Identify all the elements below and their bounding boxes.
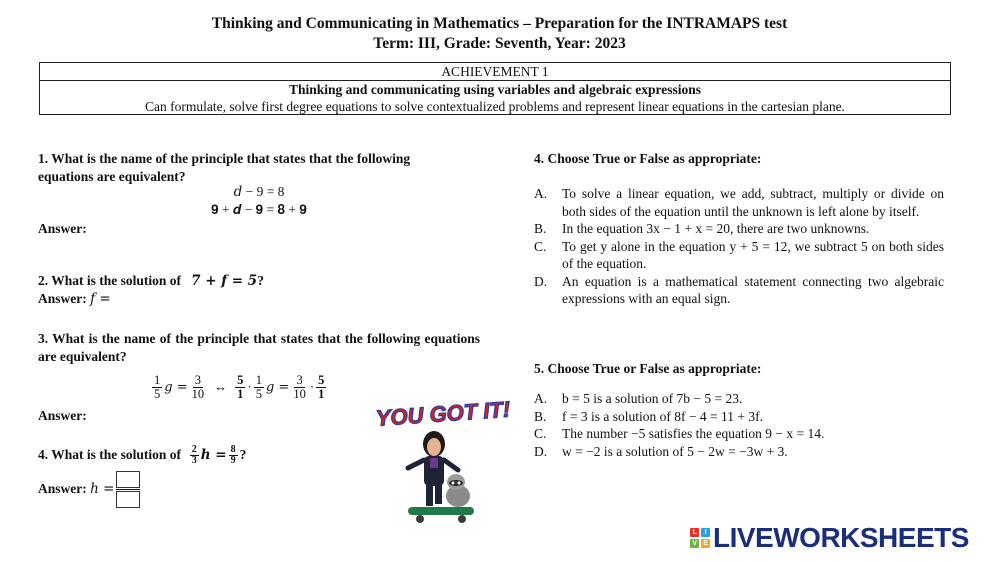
q4a-answer-var: h =	[90, 481, 115, 497]
q2-answer-var: f =	[90, 291, 111, 307]
q4-item-c: C. To get y alone in the equation y + 5 = 12, we subtract 5 on both sides of the equation.	[534, 238, 944, 271]
q4-item-b: B. In the equation 3x − 1 + x = 20, there are two unknowns.	[534, 221, 870, 236]
liveworksheets-logo	[690, 522, 969, 554]
q5-item-a: A. b = 5 is a solution of 7b − 5 = 23.	[534, 391, 743, 406]
q1-equation-1: 𝑑 − 9 = 8	[233, 184, 285, 199]
you-got-it-sticker	[372, 398, 512, 530]
q3-frac-d: $\frac{1}{5}$	[255, 372, 262, 401]
sticker-illustration	[372, 398, 512, 530]
q4a-var-h: h =	[200, 447, 227, 463]
q4a-answer	[38, 468, 140, 510]
q3-dot: ·	[247, 379, 252, 394]
q3-answer-label: Answer:	[38, 408, 87, 423]
achievement-label: ACHIEVEMENT 1	[40, 63, 950, 81]
question-5-heading: 5. Choose True or False as appropriate:	[534, 361, 762, 376]
q2-equation: 7 + f = 5	[191, 273, 258, 289]
q2-answer	[38, 290, 111, 308]
question-4-solution	[38, 440, 246, 470]
page-title: Thinking and Communicating in Mathematics – Preparation for the INTRAMAPS test	[211, 15, 788, 32]
q2-answer-label: Answer:	[38, 291, 87, 306]
liveworksheets-wordmark: LIVEWORKSHEETS	[713, 522, 969, 553]
q5-true-false-list	[534, 390, 944, 460]
q5-item-d: D. w = −2 is a solution of 5 − 2w = −3w + 3.	[534, 443, 788, 459]
q4a-fraction-input	[116, 470, 140, 509]
q5-item-b: B. f = 3 is a solution of 8f − 4 = 11 + 3f.	[534, 408, 763, 424]
q4a-answer-label: Answer:	[38, 481, 87, 496]
q3-dot-2: ·	[309, 379, 315, 394]
sticker-text: YOU GOT IT!	[375, 398, 511, 431]
q3-equation-row	[150, 368, 328, 406]
q4a-question-suffix: ?	[239, 447, 247, 462]
q1-equation-2: 𝟗 + 𝒅 − 𝟗 = 𝟖 + 𝟗	[211, 202, 307, 217]
question-1: 1. What is the name of the principle that states that the following equations are equivalent?	[38, 151, 411, 184]
achievement-box	[39, 62, 951, 115]
q2-question-suffix: ?	[257, 273, 264, 288]
q4a-question-prefix: 4. What is the solution of	[38, 447, 182, 462]
numerator-input[interactable]	[116, 471, 140, 488]
achievement-description: Can formulate, solve first degree equations to solve contextualized problems and represent linear equations in the cartesian plane.	[145, 99, 845, 114]
q3-frac-f: $\frac{5}{1}$	[318, 372, 325, 401]
q5-item-c: C. The number −5 satisfies the equation 9 − x = 14.	[534, 426, 825, 441]
liveworksheets-logo-icon: L I V E	[690, 528, 710, 548]
q3-frac-a: $\frac{1}{5}$	[154, 372, 161, 401]
q3-frac-e: $\frac{3}{10}$	[293, 372, 306, 401]
q3-var-g-2: g =	[265, 379, 290, 395]
question-4-true-false-heading: 4. Choose True or False as appropriate:	[534, 151, 762, 166]
q2-question-prefix: 2. What is the solution of	[38, 273, 182, 288]
q3-var-g: g =	[164, 379, 188, 395]
q4-item-a: A. To solve a linear equation, we add, subtract, multiply or divide on both sides of the equation until the unknown is left alone by itself.	[534, 186, 944, 219]
q4a-frac-2: $\frac{8}{9}$	[230, 443, 236, 466]
q4-item-d: D. An equation is a mathematical statement connecting two algebraic expressions with an equal sign.	[534, 273, 944, 306]
q3-frac-b: $\frac{3}{10}$	[191, 372, 205, 401]
q3-frac-c: $\frac{5}{1}$	[237, 372, 244, 401]
question-3: 3. What is the name of the principle that states that the following equations are equivalent?	[38, 331, 480, 364]
page-subtitle: Term: III, Grade: Seventh, Year: 2023	[373, 35, 626, 52]
q1-answer-label: Answer:	[38, 221, 87, 236]
denominator-input[interactable]	[116, 491, 140, 508]
q3-arrow: ↔	[214, 379, 228, 394]
achievement-subtitle: Thinking and communicating using variables and algebraic expressions	[289, 82, 701, 97]
q4-true-false-list	[534, 185, 944, 308]
question-2	[38, 272, 264, 290]
q4a-frac-1: $\frac{2}{3}$	[191, 443, 197, 466]
